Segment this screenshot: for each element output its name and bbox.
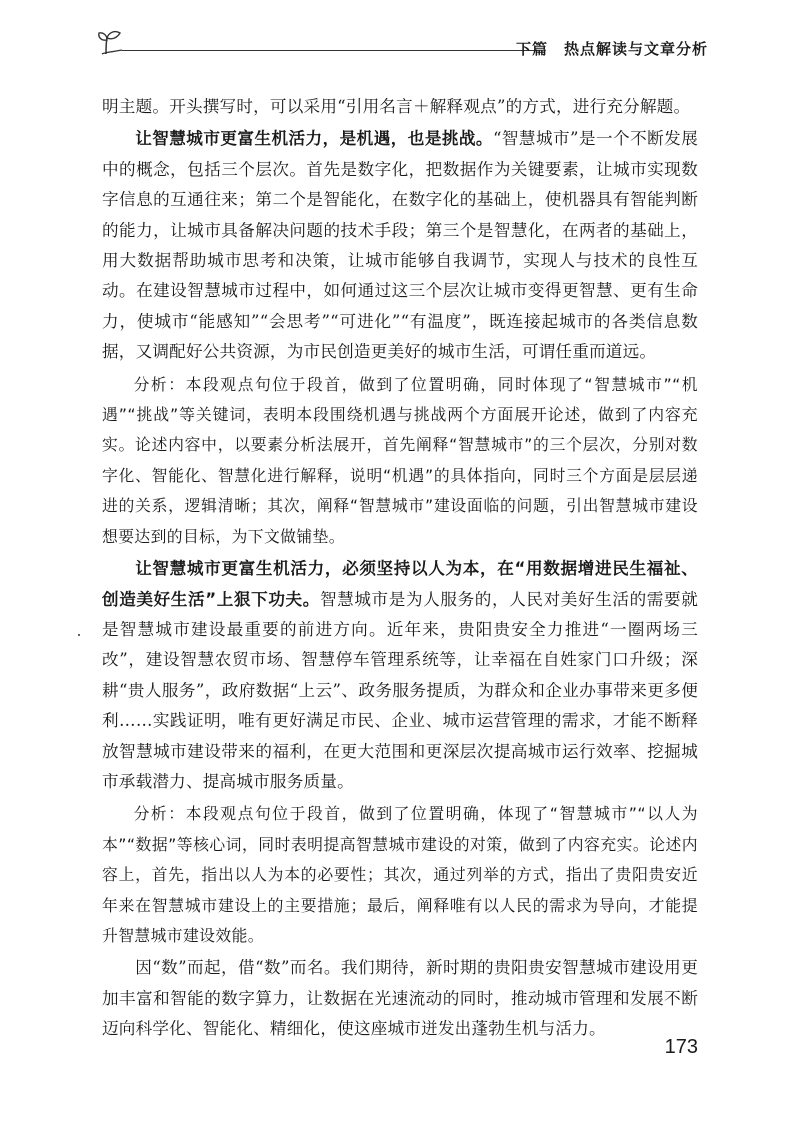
scan-mark: [78, 634, 80, 636]
analysis-text: 分析：本段观点句位于段首，做到了位置明确，体现了“智慧城市”“以人为本”“数据”等核心词，同时表明提高智慧城市建设的对策，做到了内容充实。论述内容上，首先，指出以人为本的必要性；其次，通过列举的方式，指出了贵阳贵安近年来在智慧城市建设上的主要措施；最后，阐释唯有以人民的需求为导向，才能提升智慧城市建设效能。: [102, 804, 698, 945]
body-paragraph-opportunity: [102, 124, 698, 367]
paragraph-lead-sentence: 让智慧城市更富生机活力，必须坚持以人为本，在“用数据增进民生福祉、创造美好生活”上狠下功夫。: [102, 559, 698, 609]
sprout-icon: [96, 28, 128, 58]
paragraph-lead-sentence: 让智慧城市更富生机活力，是机遇，也是挑战。: [135, 129, 493, 149]
paragraph-text: “智慧城市”是一个不断发展中的概念，包括三个层次。首先是数字化，把数据作为关键要素，让城市实现数字信息的互通往来；第二个是智能化，在数字化的基础上，使机器具有智能判断的能力，让城市具备解决问题的技术手段；第三个是智慧化，在两者的基础上，用大数据帮助城市思考和决策，让城市能够自我调节，实现人与技术的良性互动。在建设智慧城市过程中，如何通过这三个层次让城市变得更智慧、更有生命力，使城市“能感知”“会思考”“可进化”“有温度”，既连接起城市的各类信息数据，又调配好公共资源，为市民创造更美好的城市生活，可谓任重而道远。: [102, 129, 698, 362]
paragraph-text: 因“数”而起，借“数”而名。我们期待，新时期的贵阳贵安智慧城市建设用更加丰富和智能的数字算力，让数据在光速流动的同时，推动城市管理和发展不断迈向科学化、智能化、精细化，使这座城市迸发出蓬勃生机与活力。: [102, 958, 698, 1039]
body-paragraph-continuation: [102, 92, 698, 122]
paragraph-text: 明主题。开头撰写时，可以采用“引用名言＋解释观点”的方式，进行充分解题。: [102, 97, 691, 116]
running-head-title: 下篇 热点解读与文章分析: [515, 40, 708, 58]
analysis-text: 分析：本段观点句位于段首，做到了位置明确，同时体现了“智慧城市”“机遇”“挑战”等关键词，表明本段围绕机遇与挑战两个方面展开论述，做到了内容充实。论述内容中，以要素分析法展开，首先阐释“智慧城市”的三个层次，分别对数字化、智能化、智慧化进行解释，说明“机遇”的具体指向，同时三个方面是层层递进的关系，逻辑清晰；其次，阐释“智慧城市”建设面临的问题，引出智慧城市建设想要达到的目标，为下文做铺垫。: [102, 374, 698, 546]
body-paragraph-conclusion: [102, 953, 698, 1044]
running-header: [96, 28, 708, 68]
paragraph-text: 智慧城市是为人服务的，人民对美好生活的需要就是智慧城市建设最重要的前进方向。近年来，贵阳贵安全力推进“一圈两场三改”，建设智慧农贸市场、智慧停车管理系统等，让幸福在自姓家门口升级；深耕“贵人服务”，政府数据“上云”、政务服务提质，为群众和企业办事带来更多便利……实践证明，唯有更好满足市民、企业、城市运营管理的需求，才能不断释放智慧城市建设带来的福利，在更大范围和更深层次提高城市运行效率、挖掘城市承载潜力、提高城市服务质量。: [102, 589, 698, 791]
analysis-paragraph-2: [102, 799, 698, 951]
page-body: [102, 92, 698, 1045]
header-rule: [122, 50, 538, 51]
body-paragraph-people-first: [102, 554, 698, 797]
page-number: 173: [664, 1036, 698, 1058]
analysis-paragraph-1: [102, 370, 698, 552]
